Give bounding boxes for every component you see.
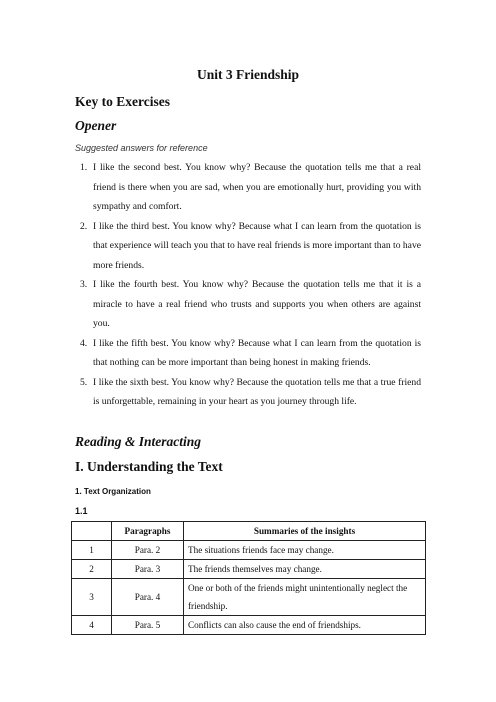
item-number: 5. [80, 376, 88, 388]
answer-list [75, 158, 421, 412]
item-number: 2. [80, 220, 88, 232]
section-heading: I. Understanding the Text [75, 459, 223, 474]
table-cell: 4 [72, 616, 112, 635]
reading-heading: Reading & Interacting [75, 434, 202, 449]
table-row [72, 579, 426, 616]
table-cell: Conflicts can also cause the end of friendships. [184, 616, 426, 635]
table-cell: Para. 2 [112, 541, 184, 560]
table-cell: One or both of the friends might unintentionally neglect the friendship. [184, 579, 426, 616]
list-item [75, 334, 421, 373]
table-row [72, 541, 426, 560]
table-cell: 1 [72, 541, 112, 560]
table-cell: Para. 4 [112, 579, 184, 616]
list-item [75, 373, 421, 412]
item-label: 1.1 [75, 506, 88, 516]
table-cell: Para. 5 [112, 616, 184, 635]
item-number: 4. [80, 337, 88, 349]
column-header: Summaries of the insights [184, 522, 426, 541]
item-number: 1. [80, 162, 88, 173]
table-cell: The situations friends face may change. [184, 541, 426, 560]
item-number: 3. [80, 279, 88, 290]
list-item [75, 275, 421, 334]
insights-table [71, 521, 426, 635]
table-cell: 3 [72, 579, 112, 616]
item-text: I like the second best. You know why? Because the quotation tells me that a real friend is there when you are sad, when you are emotionally hurt, providing you with sympathy and comfort. [93, 162, 421, 212]
item-text: I like the fourth best. You know why? Because the quotation tells me that it is a miracle to have a real friend who trusts and supports you when others are against you. [93, 279, 421, 329]
item-text: I like the fifth best. You know why? Because what I can learn from the quotation is that nothing can be more important than being honest in making friends. [93, 337, 421, 368]
subsection-heading: 1. Text Organization [75, 487, 151, 496]
key-heading: Key to Exercises [75, 94, 170, 109]
suggested-note: Suggested answers for reference [75, 143, 208, 153]
column-header [72, 522, 112, 541]
table-row [72, 616, 426, 635]
page-title: Unit 3 Friendship [196, 67, 300, 82]
opener-heading: Opener [75, 118, 117, 133]
table-row [72, 560, 426, 579]
column-header: Paragraphs [112, 522, 184, 541]
list-item [75, 217, 421, 276]
table-cell: Para. 3 [112, 560, 184, 579]
list-item [75, 158, 421, 217]
item-text: I like the third best. You know why? Because what I can learn from the quotation is that experience will teach you that to have real friends is more important than to have more friends. [93, 220, 421, 271]
table-cell: 2 [72, 560, 112, 579]
table-header-row [72, 522, 426, 541]
table-cell: The friends themselves may change. [184, 560, 426, 579]
item-text: I like the sixth best. You know why? Because the quotation tells me that a true friend is unforgettable, remaining in your heart as you journey through life. [93, 376, 421, 407]
